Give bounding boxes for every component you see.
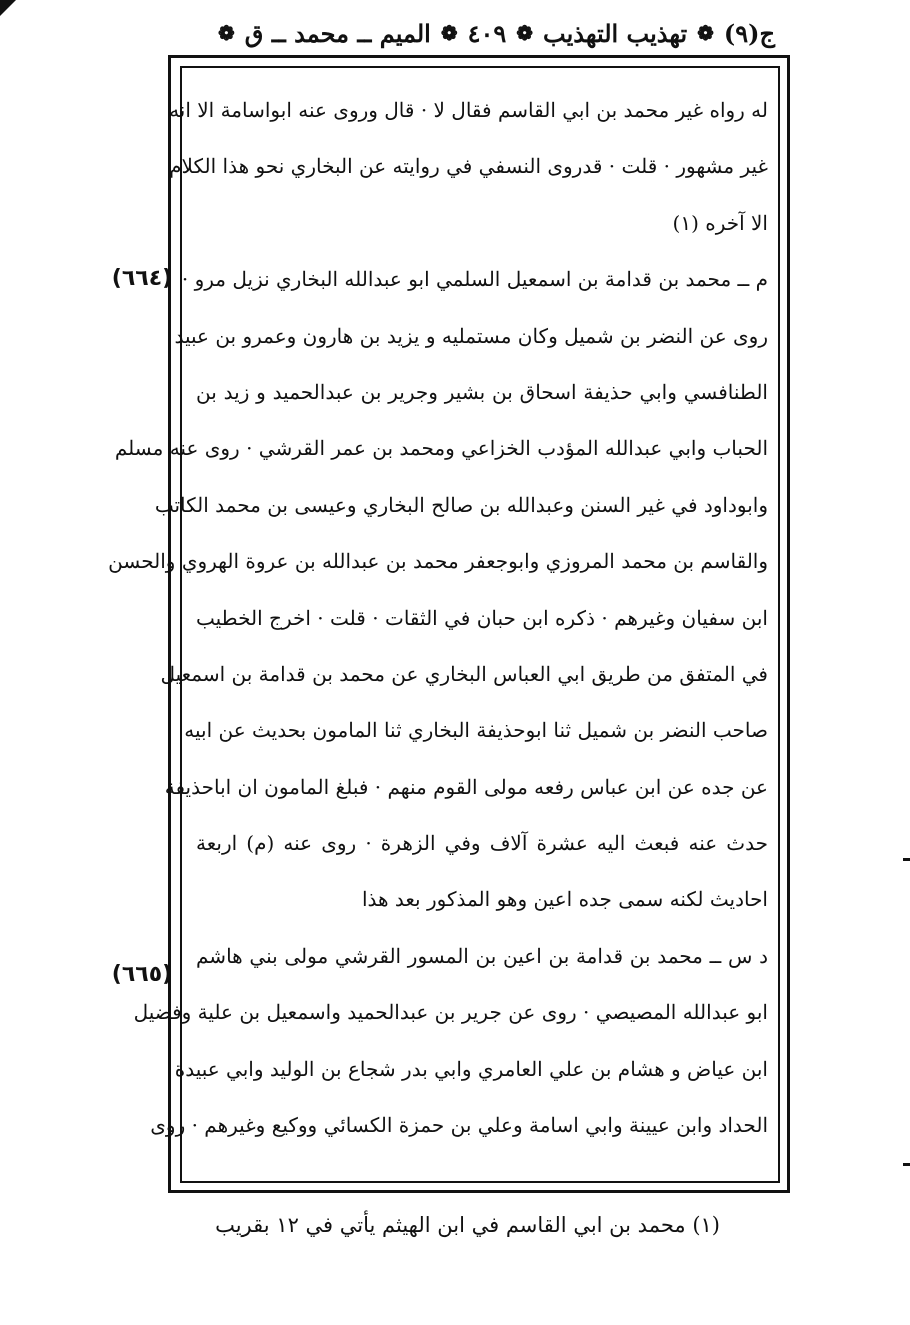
page-corner-mark: [0, 0, 16, 16]
scan-edge-mark: [903, 858, 910, 861]
section-heading: الميم ــ محمد ــ ق: [244, 18, 431, 48]
text-line: الا آخره (١): [672, 210, 768, 235]
text-line: روى عن النضر بن شميل وكان مستمليه و يزيد بن هارون وعمرو بن عبيد: [174, 323, 768, 348]
book-title: تهذيب التهذيب: [543, 18, 688, 48]
text-line: ابن عياض و هشام بن علي العامري وابي بدر شجاع بن الوليد وابي عبيدة: [174, 1056, 768, 1081]
text-line: ابو عبدالله المصيصي · روى عن جرير بن عبدالحميد واسمعيل بن علية وفضيل: [133, 1000, 768, 1025]
text-line: عن جده عن ابن عباس رفعه مولى القوم منهم · فبلغ المامون ان اباحذيفة: [164, 774, 768, 799]
text-line: الحباب وابي عبدالله المؤدب الخزاعي ومحمد بن عمر القرشي · روى عنه مسلم: [114, 436, 768, 461]
footnote: (١) محمد بن ابي القاسم في ابن الهيثم يأتي في ١٢ بقريب: [215, 1213, 720, 1237]
entry-heading-line: م ــ محمد بن قدامة بن اسمعيل السلمي ابو عبدالله البخاري نزيل مرو ·: [181, 267, 768, 292]
text-line: في المتفق من طريق ابي العباس البخاري عن محمد بن قدامة بن اسمعيل: [160, 661, 768, 686]
text-line: صاحب النضر بن شميل ثنا ابوحذيفة البخاري ثنا المامون بحديث عن ابيه: [184, 718, 768, 743]
text-line: ابن سفيان وغيرهم · ذكره ابن حبان في الثقات · قلت · اخرج الخطيب: [196, 605, 768, 630]
text-line: الطنافسي وابي حذيفة اسحاق بن بشير وجرير بن عبدالحميد و زيد بن: [196, 379, 768, 404]
ornament-icon: ❁: [697, 21, 714, 45]
text-line: غير مشهور · قلت · قدروى النسفي في روايته عن البخاري نحو هذا الكلام: [169, 154, 768, 179]
ornament-icon: ❁: [218, 21, 235, 45]
text-line: الحداد وابن عيينة وابي اسامة وعلي بن حمزة الكسائي ووكيع وغيرهم · روى: [150, 1113, 768, 1138]
page-header: [185, 10, 775, 56]
page-number: ٤٠٩: [467, 18, 507, 48]
entry-number: (٦٦٤): [111, 266, 173, 291]
text-line: حدث عنه فبعث اليه عشرة آلاف وفي الزهرة · روى عنه (م) اربعة: [196, 831, 768, 856]
text-line: وابوداود في غير السنن وعبدالله بن صالح البخاري وعيسى بن محمد الكاتب: [154, 492, 768, 517]
text-line: له رواه غير محمد بن ابي القاسم فقال لا · قال وروى عنه ابواسامة الا انه: [169, 98, 768, 122]
ornament-icon: ❁: [516, 21, 534, 45]
entry-heading-line: د س ــ محمد بن قدامة بن اعين بن المسور القرشي مولى بني هاشم: [196, 943, 768, 968]
entry-number: (٦٦٥): [111, 962, 173, 987]
text-line: احاديث لكنه سمى جده اعين وهو المذكور بعد هذا: [361, 887, 768, 912]
ornament-icon: ❁: [440, 21, 458, 45]
text-line: والقاسم بن محمد المروزي وابوجعفر محمد بن عبدالله بن عروة الهروي والحسن: [108, 549, 768, 574]
scan-edge-mark: [903, 1163, 910, 1166]
volume-label: ج(٩): [723, 18, 775, 48]
